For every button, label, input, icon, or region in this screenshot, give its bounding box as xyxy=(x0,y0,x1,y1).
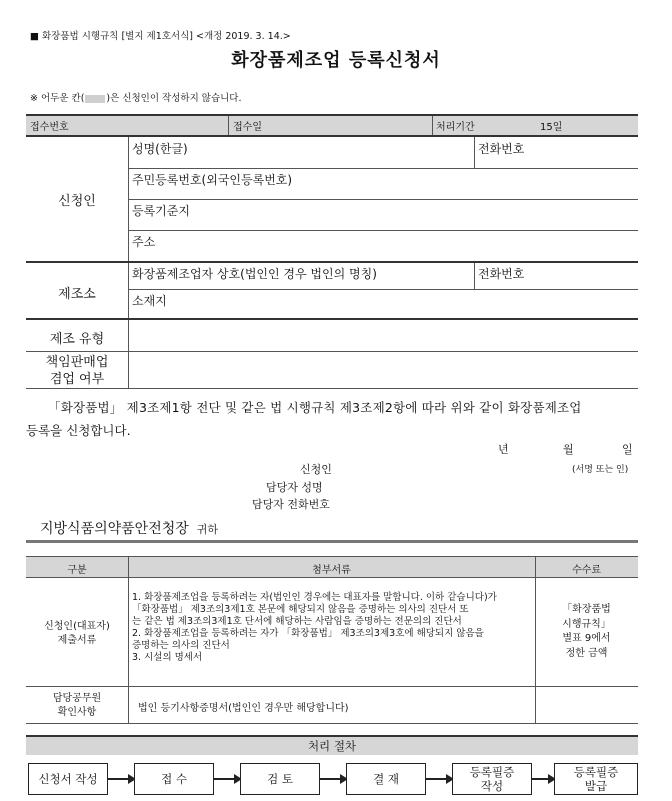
arrow-right-icon xyxy=(320,778,346,780)
notice-text: )은 신청인이 작성하지 않습니다. xyxy=(106,93,242,104)
date-day: 일 xyxy=(622,443,633,456)
divider xyxy=(128,199,638,200)
divider xyxy=(128,289,638,290)
divider xyxy=(26,388,638,389)
required-documents-list xyxy=(132,592,532,664)
process-step-2: 접 수 xyxy=(134,763,214,795)
row-label-line: 제출서류 xyxy=(57,635,97,646)
divider xyxy=(128,230,638,231)
divider xyxy=(26,261,638,263)
date-year: 년 xyxy=(498,443,509,456)
divider xyxy=(128,557,129,723)
shaded-cell-sample xyxy=(85,95,105,103)
divider xyxy=(474,263,475,289)
fee-line: 「화장품법 xyxy=(562,604,611,615)
document-item: 1. 화장품제조업을 등록하려는 자(법인인 경우에는 대표자를 말합니다. 이하 같습니다)가 xyxy=(132,592,497,603)
process-title: 처리 절차 xyxy=(307,739,357,753)
fee-line: 별표 9에서 xyxy=(562,633,611,644)
verification-item: 법인 등기사항증명서(법인인 경우만 해당합니다) xyxy=(138,703,349,714)
processing-period-label: 처리기간 xyxy=(436,122,475,133)
company-name-field-label[interactable]: 화장품제조업자 상호(법인인 경우 법인의 명칭) xyxy=(132,267,377,281)
divider xyxy=(432,116,433,135)
arrow-right-icon xyxy=(214,778,240,780)
process-step-6: 등록필증 발급 xyxy=(554,763,638,795)
notice xyxy=(30,90,242,104)
divider xyxy=(26,540,638,543)
process-step-5: 등록필증 작성 xyxy=(452,763,532,795)
divider xyxy=(128,320,129,388)
arrow-right-icon xyxy=(108,778,134,780)
divider xyxy=(26,723,638,724)
applicant-section-label: 신청인 xyxy=(58,194,96,209)
receipt-date-label: 접수일 xyxy=(233,122,262,133)
manufacturing-type-label: 제조 유형 xyxy=(49,332,105,347)
page-title: 화장품제조업 등록신청서 xyxy=(231,50,441,71)
divider xyxy=(128,168,638,169)
row-label-line: 확인사항 xyxy=(57,707,97,718)
fee-text xyxy=(535,603,638,661)
notice-text: ※ 어두운 칸( xyxy=(30,93,85,104)
processing-period-value: 15일 xyxy=(540,122,563,133)
divider xyxy=(26,577,638,578)
row-label-line: 담당공무원 xyxy=(52,693,102,704)
address-field-label[interactable]: 주소 xyxy=(132,235,156,249)
column-header-documents: 첨부서류 xyxy=(312,565,351,576)
divider xyxy=(26,686,638,687)
recipient-agency xyxy=(40,518,218,538)
arrow-right-icon xyxy=(532,778,554,780)
responsible-seller-label xyxy=(26,354,128,388)
process-step-1: 신청서 작성 xyxy=(28,763,108,795)
company-phone-field-label[interactable]: 전화번호 xyxy=(478,267,525,281)
responsible-seller-line: 겸업 여부 xyxy=(49,372,105,387)
divider xyxy=(228,116,229,135)
divider xyxy=(26,318,638,320)
official-verification-label xyxy=(26,692,128,720)
declaration-text: 「화장품법」 제3조제1항 전단 및 같은 법 시행규칙 제3조제2항에 따라 위와 같이 화장품제조업 xyxy=(48,400,582,415)
location-field-label[interactable]: 소재지 xyxy=(132,294,167,308)
responsible-seller-line: 책임판매업 xyxy=(45,355,109,370)
applicant-signature-label: 신청인 xyxy=(300,463,332,476)
date-month: 월 xyxy=(563,443,574,456)
registered-domicile-field-label[interactable]: 등록기준지 xyxy=(132,204,190,218)
column-header-fee: 수수료 xyxy=(572,565,601,576)
phone-field-label[interactable]: 전화번호 xyxy=(478,142,525,156)
divider xyxy=(26,351,638,352)
arrow-right-icon xyxy=(426,778,452,780)
process-step-3: 검 토 xyxy=(240,763,320,795)
sign-or-seal-note: (서명 또는 인) xyxy=(572,465,629,475)
divider xyxy=(474,137,475,168)
receipt-number-label: 접수번호 xyxy=(30,122,69,133)
column-header-category: 구분 xyxy=(67,565,87,576)
form-reference: ■ 화장품법 시행규칙 [별지 제1호서식] <개정 2019. 3. 14.> xyxy=(30,31,291,42)
document-item: 3. 시설의 명세서 xyxy=(132,652,203,663)
honorific: 귀하 xyxy=(196,523,219,536)
fee-line: 정한 금액 xyxy=(565,647,608,659)
declaration-text: 등록을 신청합니다. xyxy=(26,423,131,438)
manufacturer-section-label: 제조소 xyxy=(58,287,96,302)
resident-number-field-label[interactable]: 주민등록번호(외국인등록번호) xyxy=(132,173,293,187)
document-item: 2. 화장품제조업을 등록하려는 자가 「화장품법」 제3조의3제3호에 해당되지 않음을 xyxy=(132,628,484,639)
row-label-line: 신청인(대표자) xyxy=(44,621,110,632)
applicant-submissions-label xyxy=(26,620,128,648)
divider xyxy=(26,135,638,137)
agency-name: 지방식품의약품안전청장 xyxy=(40,521,189,537)
document-item: 는 같은 법 제3조의3제1호 단서에 해당하는 사람임을 증명하는 전문의의 진단서 xyxy=(132,616,462,627)
name-field-label[interactable]: 성명(한글) xyxy=(132,142,188,156)
divider xyxy=(128,263,129,318)
divider xyxy=(26,114,638,116)
document-item: 「화장품법」 제3조의3제1호 본문에 해당되지 않음을 증명하는 의사의 진단서 또 xyxy=(132,604,469,615)
staff-name-label: 담당자 성명 xyxy=(266,481,323,494)
fee-line: 시행규칙」 xyxy=(562,618,611,630)
document-item: 증명하는 의사의 진단서 xyxy=(132,640,230,651)
process-step-4: 결 재 xyxy=(346,763,426,795)
staff-phone-label: 담당자 전화번호 xyxy=(252,498,330,511)
